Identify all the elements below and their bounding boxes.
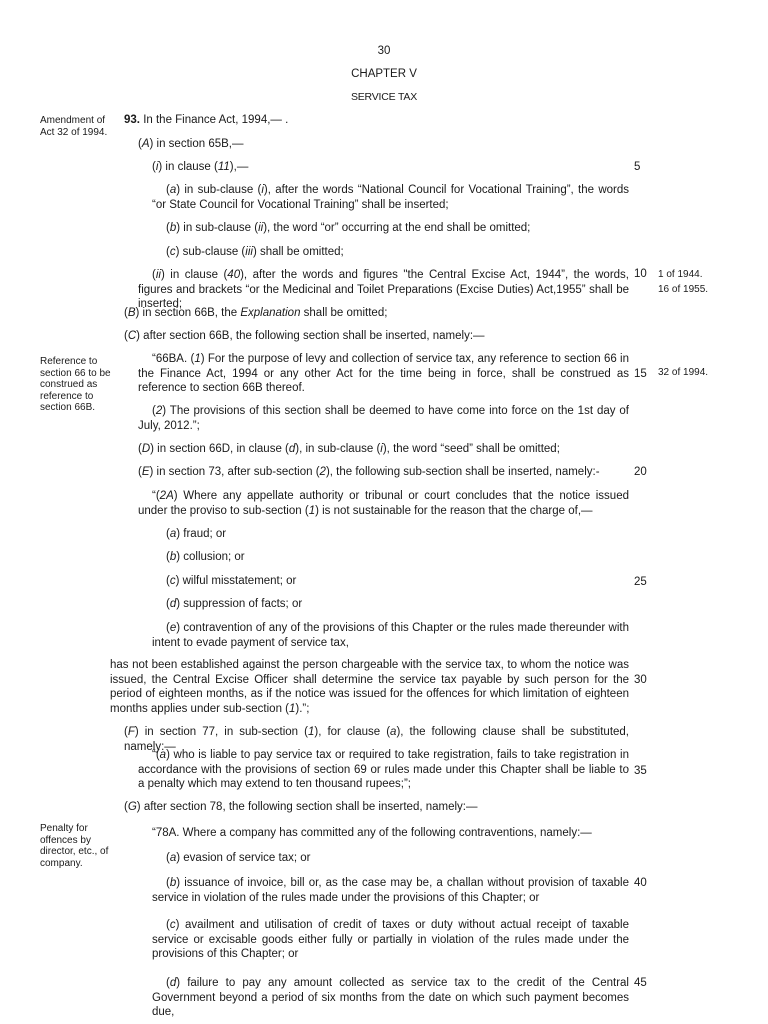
item-d-failure: (d) failure to pay any amount collected as service tax to the credit of the Central Government beyond a period of six months from the date on which such payment becomes due, — [152, 977, 629, 1018]
item-b-invoice: (b) issuance of invoice, bill or, as the case may be, a challan without provision of taxable service in violation of the rules made under the provisions of this Chapter; or — [152, 877, 629, 904]
right-note-1994: 32 of 1994. — [658, 367, 709, 378]
section-78A: “78A. Where a company has committed any of the following contraventions, namely:— — [152, 827, 592, 839]
line-number: 10 — [634, 268, 647, 280]
item-a-evasion: (a) evasion of service tax; or — [166, 852, 311, 864]
line-number: 25 — [634, 576, 647, 588]
item-b-collusion: (b) collusion; or — [166, 551, 245, 563]
clause-93: 93. In the Finance Act, 1994,— . — [124, 114, 289, 126]
line-number: 15 — [634, 368, 647, 380]
margin-note-penalty: Penalty for offences by director, etc., of company. — [40, 823, 109, 869]
clause-ii: (ii) in clause (40), after the words and figures "the Central Excise Act, 1944”, the words, figures and brackets “or the Medicinal and Toilet Preparations (Excise Duties) Act,1955” shall be inserted; — [138, 269, 630, 310]
chapter-heading: CHAPTER V — [351, 68, 417, 80]
line-number: 5 — [634, 161, 641, 173]
right-note-1944: 1 of 1944. — [658, 269, 703, 280]
section-title: SERVICE TAX — [350, 91, 418, 103]
line-number: 40 — [634, 877, 647, 889]
right-note-1955: 16 of 1955. — [658, 284, 709, 295]
item-a-fraud: (a) fraud; or — [166, 528, 227, 540]
page-number: 30 — [377, 45, 391, 57]
clause-E: (E) in section 73, after sub-section (2), the following sub-section shall be inserted, namely:- — [138, 466, 600, 478]
clause-i: (i) in clause (11),— — [152, 161, 249, 173]
item-d-suppression: (d) suppression of facts; or — [166, 598, 303, 610]
subsection-2A: “(2A) Where any appellate authority or tribunal or court concludes that the notice issued under the proviso to sub-section (1) is not sustainable for the reason that the charge of,— — [138, 490, 629, 517]
item-e-contravention: (e) contravention of any of the provisions of this Chapter or the rules made thereunder with intent to evade payment of service tax, — [152, 622, 629, 649]
clause-D: (D) in section 66D, in clause (d), in sub-clause (i), the word “seed” shall be omitted; — [138, 443, 560, 455]
clause-C: (C) after section 66B, the following section shall be inserted, namely:— — [124, 330, 485, 342]
item-c-credit: (c) availment and utilisation of credit of taxes or duty without actual receipt of taxable service or excisable goods either fully or partially in violation of the rules made under the provisions of this Chapter; or — [152, 919, 629, 960]
subclause-a: (a) in sub-clause (i), after the words “National Council for Vocational Training”, the words “or State Council for Vocational Training” shall be inserted; — [152, 184, 629, 211]
section-66BA-1: “66BA. (1) For the purpose of levy and collection of service tax, any reference to section 66 in the Finance Act, 1994 or any other Act for the time being in force, shall be construed as reference to section 66B thereof. — [138, 353, 629, 394]
subclause-b: (b) in sub-clause (ii), the word “or” occurring at the end shall be omitted; — [166, 222, 531, 234]
margin-note-amendment: Amendment of Act 32 of 1994. — [40, 115, 108, 138]
item-c-misstatement: (c) wilful misstatement; or — [166, 575, 297, 587]
clause-G: (G) after section 78, the following section shall be inserted, namely:— — [124, 801, 478, 813]
clause-F: (F) in section 77, in sub-section (1), for clause (a), the following clause shall be substituted, namely:— — [124, 726, 630, 753]
line-number: 35 — [634, 765, 647, 777]
line-number: 45 — [634, 977, 647, 989]
line-number: 30 — [634, 674, 647, 686]
paragraph-not-established: has not been established against the person chargeable with the service tax, to whom the notice was issued, the Central Excise Officer shall determine the service tax payable by such person for the period of eighteen months, as if the notice was issued for the offences for which limitation of eighteen months applies under sub-section (1).”; — [110, 659, 629, 715]
section-66BA-2: (2) The provisions of this section shall be deemed to have come into force on the 1st day of July, 2012.”; — [138, 405, 629, 432]
substituted-clause-a: “(a) who is liable to pay service tax or required to take registration, fails to take registration in accordance with the provisions of section 69 or rules made under this Chapter shall be liable to a penalty which may extend to ten thousand rupees;”; — [138, 749, 629, 790]
line-number: 20 — [634, 466, 647, 478]
margin-note-reference: Reference to section 66 to be construed as reference to section 66B. — [40, 356, 111, 413]
subclause-c: (c) sub-clause (iii) shall be omitted; — [166, 246, 344, 258]
clause-B: (B) in section 66B, the Explanation shall be omitted; — [124, 307, 388, 319]
clause-A: (A) in section 65B,— — [138, 138, 244, 150]
